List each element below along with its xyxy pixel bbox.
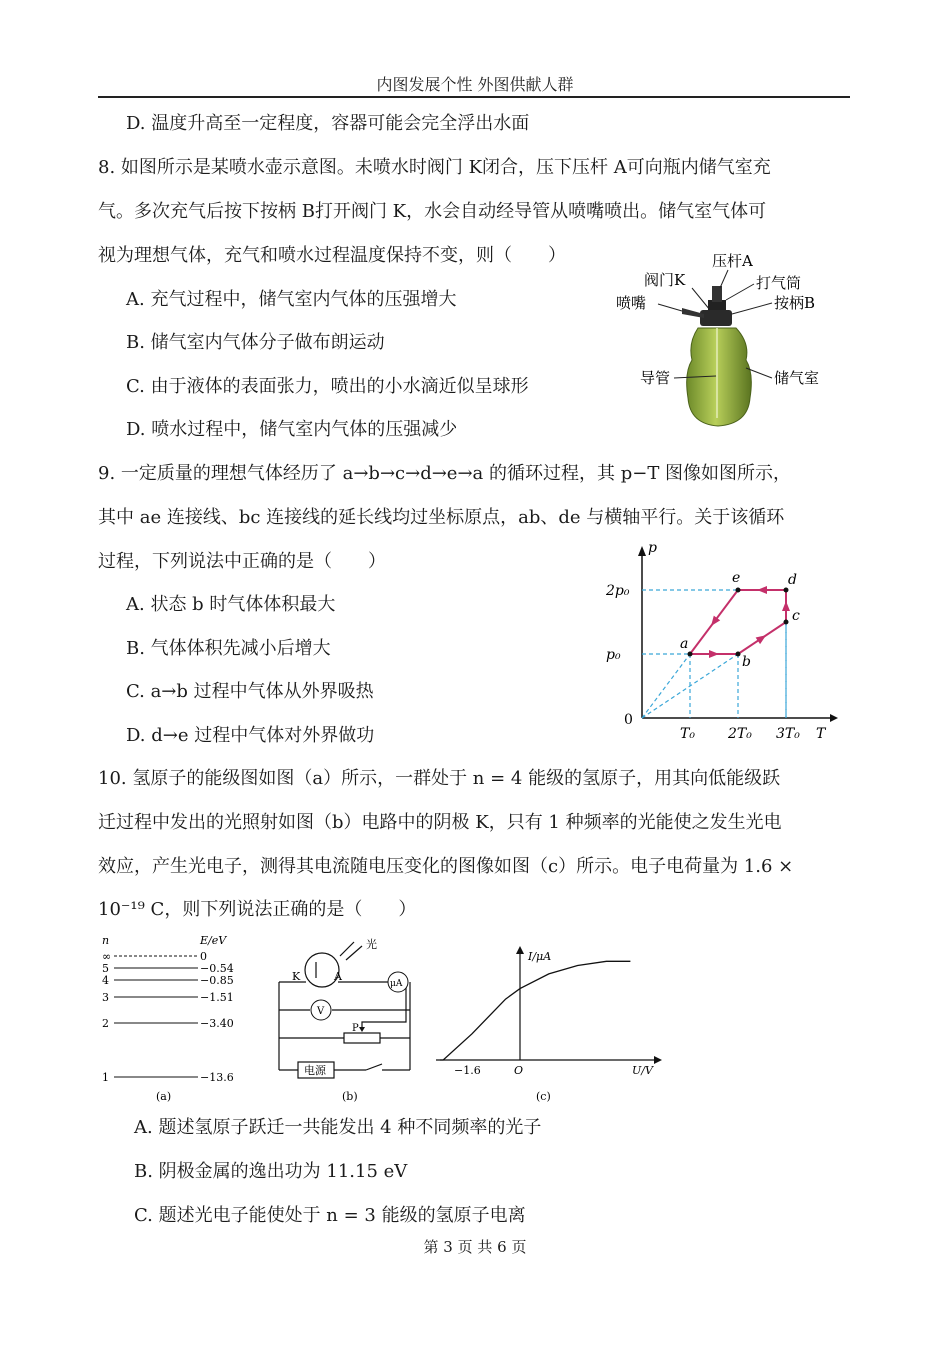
label-valve-k: 阀门K <box>644 271 686 289</box>
pt-label-c: c <box>792 608 800 624</box>
label-pump: 打气筒 <box>756 274 802 292</box>
level-e-4: −3.40 <box>200 1017 234 1030</box>
level-e-2: −0.85 <box>200 974 234 987</box>
header-rule <box>98 96 850 98</box>
q8-stem-2: 气。多次充气后按下按柄 B打开阀门 K，水会自动经导管从喷嘴喷出。储气室气体可 <box>98 201 767 222</box>
q10-stem-2: 迁过程中发出的光照射如图（b）电路中的阴极 K，只有 1 种频率的光能使之发生光电 <box>98 812 782 833</box>
circuit-figure <box>270 930 430 1105</box>
circuit-voltmeter-label: V <box>317 1006 325 1017</box>
q9-stem-1: 9. 一定质量的理想气体经历了 a→b→c→d→e→a 的循环过程，其 p−T 图像如图所示， <box>98 463 792 484</box>
level-n-1: 5 <box>102 962 109 975</box>
pt-label-b: b <box>742 654 751 670</box>
iu-ylabel: I/μA <box>528 950 552 963</box>
pt-ylabel: p <box>648 540 657 556</box>
pt-xtick-0: T₀ <box>680 726 695 742</box>
q10-option-a: A. 题述氢原子跃迁一共能发出 4 种不同频率的光子 <box>134 1117 542 1138</box>
q8-stem-1: 8. 如图所示是某喷水壶示意图。未喷水时阀门 K闭合，压下压杆 A可向瓶内储气室充 <box>98 157 771 178</box>
page-footer: 第 3 页 共 6 页 <box>423 1238 527 1256</box>
pt-ytick-0: p₀ <box>606 647 621 663</box>
level-n-3: 3 <box>102 991 109 1004</box>
pt-point-b <box>736 652 741 657</box>
q10-stem-1: 10. 氢原子的能级图如图（a）所示，一群处于 n = 4 能级的氢原子，用其向低能级跃 <box>98 768 781 789</box>
level-n-4: 2 <box>102 1017 109 1030</box>
pt-arrow-ab <box>709 650 719 658</box>
circuit-light: 光 <box>366 938 377 951</box>
iu-curve <box>436 961 630 1060</box>
level-e-0: 0 <box>200 950 207 963</box>
pt-arrow-de <box>757 586 767 594</box>
pt-xtick-2: 3T₀ <box>776 726 800 742</box>
pt-origin: 0 <box>624 712 633 728</box>
q9-option-c: C. a→b 过程中气体从外界吸热 <box>126 681 374 702</box>
q8-stem-3: 视为理想气体，充气和喷水过程温度保持不变，则（ ） <box>98 245 566 266</box>
q9-option-b: B. 气体体积先减小后增大 <box>126 638 331 659</box>
q7-option-d: D. 温度升高至一定程度，容器可能会完全浮出水面 <box>126 113 530 134</box>
levels-axis-n: n <box>102 934 110 947</box>
label-nozzle: 喷嘴 <box>616 294 647 312</box>
q9-stem-3: 过程，下列说法中正确的是（ ） <box>98 551 386 572</box>
pt-xtick-1: 2T₀ <box>728 726 752 742</box>
level-n-2: 4 <box>102 974 109 987</box>
pt-ytick-1: 2p₀ <box>606 583 630 599</box>
circuit-wires <box>279 942 410 1078</box>
energy-levels <box>102 950 234 1084</box>
pt-label-a: a <box>680 636 689 652</box>
pt-cycle <box>690 586 790 658</box>
page-header: 内图发展个性 外图供献人群 <box>376 75 574 94</box>
q8-option-d: D. 喷水过程中，储气室内气体的压强减少 <box>126 419 458 440</box>
circuit-p: P <box>352 1023 359 1034</box>
pt-point-a <box>688 652 693 657</box>
label-press-a: 压杆A <box>712 252 753 270</box>
level-n-5: 1 <box>102 1071 109 1084</box>
pt-ext-ae <box>642 654 690 718</box>
q9-option-a: A. 状态 b 时气体体积最大 <box>126 594 336 615</box>
sprayer-figure <box>608 248 848 438</box>
level-n-0: ∞ <box>102 950 112 963</box>
label-chamber: 储气室 <box>774 369 820 387</box>
iu-chart <box>436 940 666 1105</box>
level-e-3: −1.51 <box>200 991 234 1004</box>
iu-xlabel: U/V <box>632 1064 653 1077</box>
pt-point-d <box>784 588 789 593</box>
q10-option-b: B. 阴极金属的逸出功为 11.15 eV <box>134 1161 408 1182</box>
levels-axis-e: E/eV <box>200 934 227 947</box>
circuit-caption: (b) <box>342 1090 358 1103</box>
energy-level-figure <box>96 930 246 1105</box>
q10-stem-4: 10⁻¹⁹ C，则下列说法正确的是（ ） <box>98 899 417 920</box>
circuit-a: A <box>334 970 342 983</box>
circuit-microammeter-label: μA <box>390 979 403 989</box>
pt-arrow-cd <box>782 601 790 611</box>
label-tube: 导管 <box>640 369 671 387</box>
pt-label-e: e <box>732 570 741 586</box>
label-handle-b: 按柄B <box>774 294 816 312</box>
q9-option-d: D. d→e 过程中气体对外界做功 <box>126 725 375 746</box>
q9-stem-2: 其中 ae 连接线、bc 连接线的延长线均过坐标原点，ab、de 与横轴平行。关于该循环 <box>98 507 785 528</box>
q10-stem-3: 效应，产生光电子，测得其电流随电压变化的图像如图（c）所示。电子电荷量为 1.6 × <box>98 856 794 877</box>
sprayer-bottle <box>682 286 751 426</box>
circuit-k: K <box>292 970 301 983</box>
level-e-5: −13.6 <box>200 1071 234 1084</box>
q8-option-b: B. 储气室内气体分子做布朗运动 <box>126 332 385 353</box>
q8-option-c: C. 由于液体的表面张力，喷出的小水滴近似呈球形 <box>126 376 529 397</box>
iu-tick-origin: O <box>514 1064 524 1077</box>
pt-label-d: d <box>788 572 797 588</box>
circuit-source: 电源 <box>304 1064 326 1077</box>
iu-tick-neg: −1.6 <box>454 1064 481 1077</box>
pt-point-e <box>736 588 741 593</box>
pt-point-c <box>784 620 789 625</box>
levels-caption: (a) <box>156 1090 172 1103</box>
pt-arrow-bc <box>756 632 769 644</box>
pt-xlabel: T <box>816 726 826 742</box>
q8-option-a: A. 充气过程中，储气室内气体的压强增大 <box>126 289 457 310</box>
level-e-1: −0.54 <box>200 962 234 975</box>
pt-chart <box>600 540 840 750</box>
iu-caption: (c) <box>536 1090 551 1103</box>
q10-option-c: C. 题述光电子能使处于 n = 3 能级的氢原子电离 <box>134 1205 526 1226</box>
